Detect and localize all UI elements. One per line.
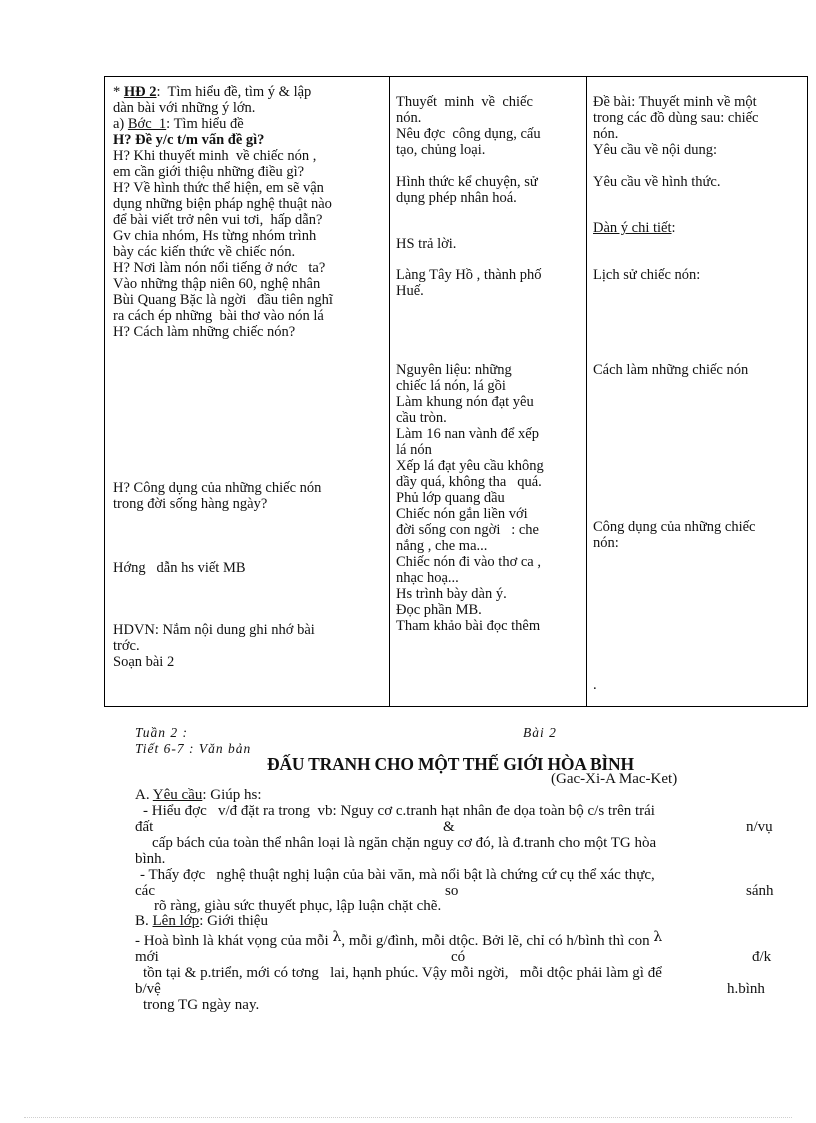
col2-line: lá nón — [396, 442, 432, 458]
column-divider-1 — [389, 77, 390, 706]
col2-line: HS trả lời. — [396, 236, 457, 252]
col2-line: Chiếc nón gắn liền với — [396, 506, 528, 522]
col2-line: Huế. — [396, 283, 424, 299]
col3-line: Đề bài: Thuyết minh về một — [593, 94, 757, 110]
col2-line: Hình thức kể chuyện, sử — [396, 174, 538, 190]
col2-line: dầy quá, không tha quá. — [396, 474, 542, 490]
objective-1-cont: n/vụ — [746, 819, 773, 835]
objective-2: - Thấy đợc nghệ thuật nghị luận của bài văn, mà nổi bật là chứng cứ cụ thể xác thực, — [140, 867, 655, 883]
col2-line: Làng Tây Hồ , thành phố — [396, 267, 542, 283]
col2-line: Làm khung nón đạt yêu — [396, 394, 534, 410]
col1-line: trớc. — [113, 638, 140, 654]
intro-paragraph-cont: tồn tại & p.triển, mới có tơng lai, hạnh phúc. Vậy mỗi ngời, mỗi dtộc phải làm gì để — [143, 965, 662, 981]
col1-question: H? Đề y/c t/m vấn đề gì? — [113, 132, 265, 148]
col1-line: Soạn bài 2 — [113, 654, 175, 670]
col1-line: H? Nơi làm nón nổi tiếng ở nớc ta? — [113, 260, 326, 276]
column-divider-2 — [586, 77, 587, 706]
col1-line: Hớng dẫn hs viết MB — [113, 560, 246, 576]
col2-line: Nguyên liệu: những — [396, 362, 512, 378]
lesson-number: Bài 2 — [523, 725, 557, 740]
col1-line: Vào những thập niên 60, nghệ nhân — [113, 276, 321, 292]
col3-outline-heading: Dàn ý chi tiết: — [593, 220, 676, 236]
col3-line: Yêu cầu về nội dung: — [593, 142, 718, 158]
activity-heading: * HĐ 2: Tìm hiểu đề, tìm ý & lập — [113, 84, 312, 100]
col2-line: Tham khảo bài đọc thêm — [396, 618, 541, 634]
col1-line: H? Về hình thức thể hiện, em sẽ vận — [113, 180, 324, 196]
intro-paragraph-cont: trong TG ngày nay. — [143, 997, 260, 1013]
intro-paragraph: - Hoà bình là khát vọng của mỗi λ, mỗi g/đình, mỗi dtộc. Bởi lẽ, chỉ có h/bình thì con λ — [135, 929, 663, 949]
col1-line: H? Cách làm những chiếc nón? — [113, 324, 296, 340]
col2-line: Chiếc nón đi vào thơ ca , — [396, 554, 541, 570]
col2-line: Hs trình bày dàn ý. — [396, 586, 507, 602]
objective-1-cont: đất — [135, 819, 154, 835]
col1-line: ra cách ép những bài thơ vào nón lá — [113, 308, 324, 324]
col2-line: Phủ lớp quang dầu — [396, 490, 505, 506]
col1-line: để bài viết trở nên vui tơi, hấp dẫn? — [113, 212, 323, 228]
week-label: Tuần 2 : — [135, 725, 189, 740]
col2-line: Làm 16 nan vành để xếp — [396, 426, 539, 442]
intro-paragraph-cont: đ/k — [752, 949, 772, 965]
col1-line: em cần giới thiệu những điều gì? — [113, 164, 305, 180]
intro-paragraph-cont: có — [451, 949, 466, 965]
col2-line: cầu tròn. — [396, 410, 447, 426]
objective-1-cont: cấp bách của toàn thể nhân loại là ngăn chặn nguy cơ đó, là đ.tranh cho một TG hòa — [152, 835, 657, 851]
section-b-heading: B. Lên lớp: Giới thiệu — [135, 913, 268, 929]
col1-line: Gv chia nhóm, Hs từng nhóm trình — [113, 228, 317, 244]
lambda-symbol: λ — [653, 929, 663, 945]
col1-line: Bùi Quang Bặc là ngời đầu tiên nghĩ — [113, 292, 333, 308]
lesson-title: ĐẤU TRANH CHO MỘT THẾ GIỚI HÒA BÌNH — [267, 754, 634, 774]
col2-line: nắng , che ma... — [396, 538, 488, 554]
col2-line: đời sống con ngời : che — [396, 522, 539, 538]
col3-line: nón: — [593, 535, 619, 551]
objective-2-cont: sánh — [746, 883, 774, 899]
objective-2-cont: so — [445, 883, 459, 899]
col2-line: dụng phép nhân hoá. — [396, 190, 517, 206]
col2-line: nón. — [396, 110, 422, 126]
section-a-heading: A. Yêu cầu: Giúp hs: — [135, 787, 262, 803]
lambda-symbol: λ — [332, 929, 342, 945]
col3-line: Yêu cầu về hình thức. — [593, 174, 721, 190]
objective-1: - Hiểu đợc v/đ đặt ra trong vb: Nguy cơ c.tranh hạt nhân đe dọa toàn bộ c/s trên trái — [143, 803, 655, 819]
col3-line: Công dụng của những chiếc — [593, 519, 756, 535]
lesson-author: (Gac-Xi-A Mac-Ket) — [551, 771, 678, 787]
col2-line: Đọc phần MB. — [396, 602, 482, 618]
objective-2-cont: rõ ràng, giàu sức thuyết phục, lập luận chặt chẽ. — [154, 898, 442, 914]
intro-paragraph-cont: b/vệ — [135, 981, 161, 997]
col2-line: chiếc lá nón, lá gồi — [396, 378, 506, 394]
col3-line: Cách làm những chiếc nón — [593, 362, 749, 378]
col1-line: H? Công dụng của những chiếc nón — [113, 480, 322, 496]
page-edge-dotted-line — [24, 1117, 792, 1118]
step-heading: a) Bớc 1: Tìm hiểu đề — [113, 116, 244, 132]
col2-line: Xếp lá đạt yêu cầu không — [396, 458, 544, 474]
col1-line: dàn bài với những ý lớn. — [113, 100, 256, 116]
col2-line: tạo, chủng loại. — [396, 142, 486, 158]
col3-line: trong các đồ dùng sau: chiếc — [593, 110, 759, 126]
col1-line: H? Khi thuyết minh về chiếc nón , — [113, 148, 317, 164]
col3-line: nón. — [593, 126, 619, 142]
intro-paragraph-cont: mới — [135, 949, 159, 965]
intro-paragraph-cont: h.bình — [727, 981, 765, 997]
period-label: Tiết 6-7 : Văn bản — [135, 741, 252, 756]
lesson-plan-table — [104, 76, 808, 707]
col1-line: HDVN: Nắm nội dung ghi nhớ bài — [113, 622, 315, 638]
col2-line: Thuyết minh về chiếc — [396, 94, 533, 110]
col2-line: Nêu đợc công dụng, cấu — [396, 126, 541, 142]
col1-line: bày các kiến thức về chiếc nón. — [113, 244, 296, 260]
col1-line: trong đời sống hàng ngày? — [113, 496, 268, 512]
objective-1-cont: & — [443, 819, 455, 835]
col2-line: nhạc hoạ... — [396, 570, 459, 586]
col1-line: dụng những biện pháp nghệ thuật nào — [113, 196, 332, 212]
col3-dot: . — [593, 677, 597, 693]
objective-1-cont: bình. — [135, 851, 166, 867]
objective-2-cont: các — [135, 883, 155, 899]
col3-line: Lịch sử chiếc nón: — [593, 267, 701, 283]
